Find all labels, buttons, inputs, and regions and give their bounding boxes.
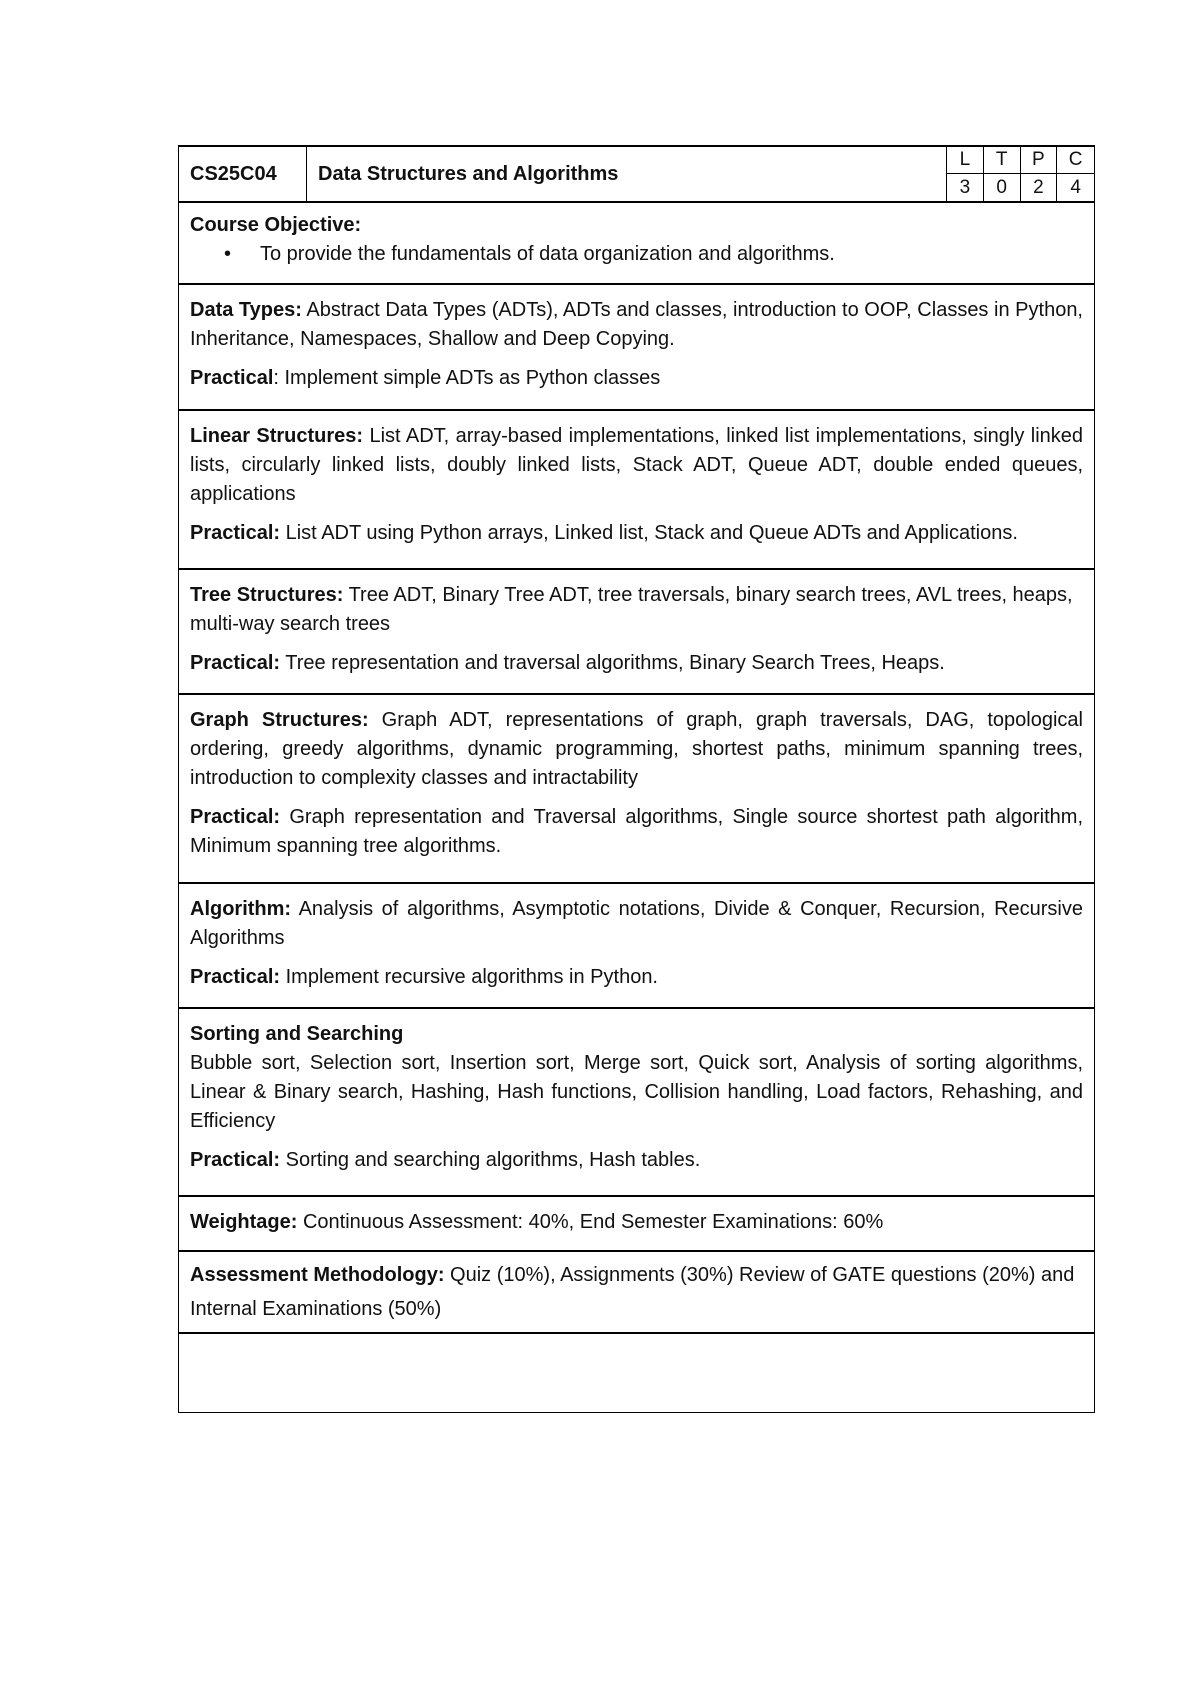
- practical-text: Tree representation and traversal algorithms, Binary Search Trees, Heaps.: [280, 652, 945, 674]
- practical-text: Sorting and searching algorithms, Hash tables.: [280, 1149, 701, 1171]
- weightage-text: Continuous Assessment: 40%, End Semester Examinations: 60%: [297, 1211, 884, 1233]
- unit-algorithm: [179, 884, 1094, 1009]
- course-header-row: [179, 145, 1094, 203]
- course-objective-section: [179, 203, 1094, 285]
- practical-text: Implement recursive algorithms in Python.: [280, 966, 658, 988]
- ltpc-value-t: 0: [984, 174, 1021, 201]
- unit-linear-structures: [179, 411, 1094, 570]
- assessment-section: [179, 1252, 1094, 1334]
- practical-text: : Implement simple ADTs as Python classes: [273, 367, 661, 389]
- practical-label: Practical:: [190, 1149, 281, 1171]
- ltpc-value-p: 2: [1021, 174, 1058, 201]
- ltpc-value-l: 3: [947, 174, 984, 201]
- unit-label: Graph Structures:: [190, 709, 369, 731]
- unit-text: Bubble sort, Selection sort, Insertion sort, Merge sort, Quick sort, Analysis of sorting algorithms, Linear & Binary search, Hashing, Hash functions, Collision handling, Load factors, Rehashing, and Efficiency: [190, 1052, 1083, 1132]
- unit-label: Linear Structures:: [190, 425, 364, 447]
- weightage-section: [179, 1197, 1094, 1252]
- empty-row: [179, 1334, 1094, 1412]
- practical-text: List ADT using Python arrays, Linked list, Stack and Queue ADTs and Applications.: [280, 522, 1018, 544]
- ltpc-label-c: C: [1057, 147, 1094, 174]
- practical-text: Graph representation and Traversal algorithms, Single source shortest path algorithm, Minimum spanning tree algorithms.: [190, 806, 1083, 857]
- assessment-text: Quiz (10%), Assignments (30%) Review of GATE questions (20%) and Internal Examinations (50%): [190, 1264, 1075, 1320]
- practical-label: Practical: [190, 367, 274, 389]
- course-objective-label: Course Objective:: [190, 214, 362, 236]
- weightage-label: Weightage:: [190, 1211, 298, 1233]
- unit-tree-structures: [179, 570, 1094, 695]
- unit-text: List ADT, array-based implementations, linked list implementations, singly linked lists, circularly linked lists, doubly linked lists, Stack ADT, Queue ADT, double ended queues, applications: [190, 425, 1084, 505]
- ltpc-label-p: P: [1021, 147, 1058, 174]
- ltpc-label-l: L: [947, 147, 984, 174]
- unit-text: Tree ADT, Binary Tree ADT, tree traversals, binary search trees, AVL trees, heaps, multi-way search trees: [190, 584, 1073, 635]
- objective-bullet-item: [190, 240, 1083, 269]
- course-syllabus-table: [178, 145, 1095, 1413]
- practical-label: Practical:: [190, 652, 281, 674]
- unit-label: Tree Structures:: [190, 584, 344, 606]
- unit-data-types: [179, 285, 1094, 411]
- ltpc-label-t: T: [984, 147, 1021, 174]
- course-code: CS25C04: [179, 147, 307, 201]
- objective-text: To provide the fundamentals of data organization and algorithms.: [260, 243, 835, 265]
- unit-text: Abstract Data Types (ADTs), ADTs and classes, introduction to OOP, Classes in Python, Inheritance, Namespaces, Shallow and Deep Copying.: [190, 299, 1083, 350]
- practical-label: Practical:: [190, 966, 281, 988]
- unit-graph-structures: [179, 695, 1094, 884]
- unit-label: Sorting and Searching: [190, 1023, 404, 1045]
- unit-text: Graph ADT, representations of graph, graph traversals, DAG, topological ordering, greedy algorithms, dynamic programming, shortest paths, minimum spanning trees, introduction to complexity classes and intractability: [190, 709, 1083, 789]
- ltpc-value-c: 4: [1070, 176, 1081, 198]
- practical-label: Practical:: [190, 522, 281, 544]
- practical-label: Practical:: [190, 806, 281, 828]
- ltpc-grid: [946, 147, 1094, 201]
- bullet-icon: •: [224, 243, 232, 265]
- course-title: Data Structures and Algorithms: [318, 162, 619, 185]
- unit-text: Analysis of algorithms, Asymptotic notations, Divide & Conquer, Recursion, Recursive Algorithms: [190, 898, 1083, 949]
- unit-label: Algorithm:: [190, 898, 292, 920]
- unit-label: Data Types:: [190, 299, 302, 321]
- unit-sorting-searching: [179, 1009, 1094, 1197]
- assessment-label: Assessment Methodology:: [190, 1264, 445, 1286]
